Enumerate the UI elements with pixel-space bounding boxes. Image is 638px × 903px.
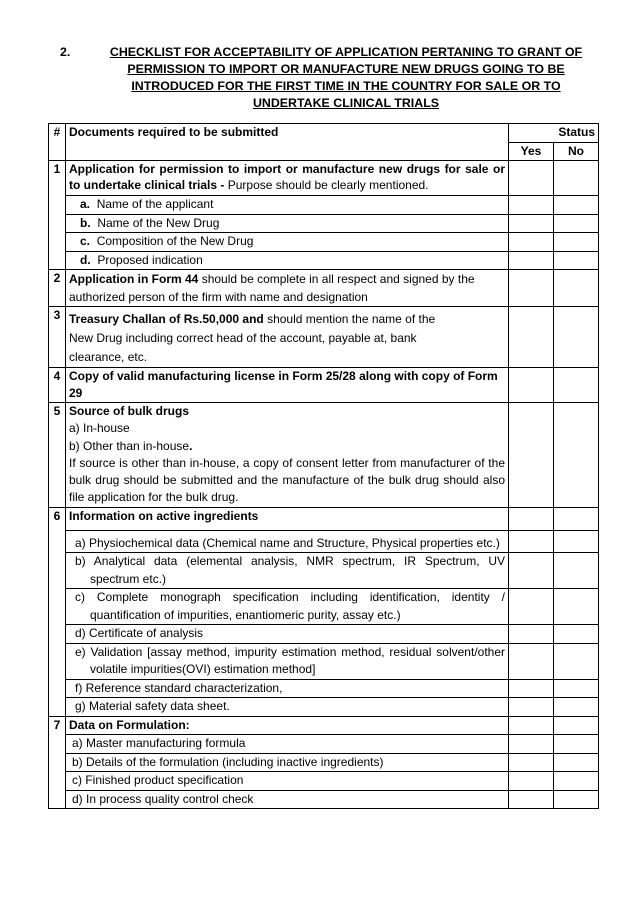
row-number: 1 bbox=[49, 161, 66, 270]
no-checkbox[interactable] bbox=[554, 368, 599, 403]
no-checkbox[interactable] bbox=[554, 403, 599, 508]
row-item-b: b) Other than in-house bbox=[69, 438, 190, 453]
sub-text: Name of the applicant bbox=[96, 197, 214, 211]
no-checkbox[interactable] bbox=[554, 589, 599, 625]
table-row bbox=[49, 790, 599, 809]
col-status-header: Status bbox=[509, 124, 599, 143]
section-number: 2. bbox=[60, 45, 71, 59]
yes-checkbox[interactable] bbox=[509, 307, 554, 368]
yes-checkbox[interactable] bbox=[509, 403, 554, 508]
no-checkbox[interactable] bbox=[554, 161, 599, 196]
sub-item bbox=[66, 233, 509, 252]
sub-item bbox=[66, 196, 509, 215]
col-no-header: No bbox=[554, 142, 599, 161]
row-number: 3 bbox=[49, 307, 66, 368]
yes-checkbox[interactable] bbox=[509, 530, 554, 553]
sub-letter: a. bbox=[80, 197, 91, 211]
table-row bbox=[49, 553, 599, 589]
no-checkbox[interactable] bbox=[554, 307, 599, 368]
sub-item bbox=[66, 251, 509, 270]
row-item-a: a) In-house bbox=[69, 421, 130, 436]
yes-checkbox[interactable] bbox=[509, 790, 554, 809]
checklist-table bbox=[48, 123, 599, 809]
yes-checkbox[interactable] bbox=[509, 553, 554, 589]
yes-checkbox[interactable] bbox=[509, 589, 554, 625]
table-row bbox=[49, 735, 599, 754]
yes-checkbox[interactable] bbox=[509, 643, 554, 679]
sub-item: c) Complete monograph specification including identification, identity / quantification of impurities, enantiomeric purity, assay etc.) bbox=[66, 589, 509, 625]
no-checkbox[interactable] bbox=[554, 233, 599, 252]
row-rest-text: should be complete in all respect and signed by the authorized person of the firm with name and designation bbox=[69, 272, 475, 304]
row-bold-text: Application in Form 44 bbox=[69, 272, 199, 286]
table-row bbox=[49, 625, 599, 644]
no-checkbox[interactable] bbox=[554, 772, 599, 791]
sub-item: b) Analytical data (elemental analysis, NMR spectrum, IR Spectrum, UV spectrum etc.) bbox=[66, 553, 509, 589]
row-rest-text: should mention the name of the bbox=[263, 312, 436, 326]
no-checkbox[interactable] bbox=[554, 270, 599, 307]
no-checkbox[interactable] bbox=[554, 735, 599, 754]
table-row bbox=[49, 698, 599, 717]
table-row bbox=[49, 403, 599, 508]
row-number: 6 bbox=[49, 507, 66, 716]
row-number: 5 bbox=[49, 403, 66, 508]
sub-item: d) Certificate of analysis bbox=[66, 625, 509, 644]
row-number: 7 bbox=[49, 716, 66, 809]
heading-title bbox=[92, 44, 600, 112]
row-title: Source of bulk drugs bbox=[69, 404, 190, 418]
no-checkbox[interactable] bbox=[554, 553, 599, 589]
row-text bbox=[66, 161, 509, 196]
row-title: Information on active ingredients bbox=[66, 507, 509, 530]
row-bold-text: Application for permission to import or manufacture new drugs for sale or to undertake clinical trials - bbox=[69, 162, 505, 192]
yes-checkbox[interactable] bbox=[509, 251, 554, 270]
yes-checkbox[interactable] bbox=[509, 368, 554, 403]
table-row bbox=[49, 589, 599, 625]
yes-checkbox[interactable] bbox=[509, 233, 554, 252]
row-body: If source is other than in-house, a copy of consent letter from manufacturer of the bulk drug should be submitted and the manufacture of the bulk drug should also file application for the bulk drug. bbox=[69, 455, 505, 505]
row-text-line-3: clearance, etc. bbox=[69, 350, 148, 364]
yes-checkbox[interactable] bbox=[509, 161, 554, 196]
table-row bbox=[49, 679, 599, 698]
sub-item: f) Reference standard characterization, bbox=[66, 679, 509, 698]
table-row bbox=[49, 214, 599, 233]
sub-letter: c. bbox=[80, 234, 91, 248]
row-text: Copy of valid manufacturing license in Form 25/28 along with copy of Form 29 bbox=[66, 368, 509, 403]
row-text-line-2: New Drug including correct head of the account, payable at, bank bbox=[69, 331, 417, 345]
row-text bbox=[66, 270, 509, 307]
no-checkbox[interactable] bbox=[554, 214, 599, 233]
no-checkbox[interactable] bbox=[554, 625, 599, 644]
row-number: 2 bbox=[49, 270, 66, 307]
heading-line-4: UNDERTAKE CLINICAL TRIALS bbox=[252, 96, 440, 110]
yes-checkbox[interactable] bbox=[509, 270, 554, 307]
row-text bbox=[66, 403, 509, 508]
heading-line-1: CHECKLIST FOR ACCEPTABILITY OF APPLICATION PERTANING TO GRANT OF bbox=[109, 45, 583, 59]
no-checkbox[interactable] bbox=[554, 507, 599, 530]
table-header-row bbox=[49, 124, 599, 143]
table-row bbox=[49, 772, 599, 791]
table-row bbox=[49, 753, 599, 772]
no-checkbox[interactable] bbox=[554, 716, 599, 735]
sub-letter: d. bbox=[80, 252, 91, 267]
sub-item: g) Material safety data sheet. bbox=[66, 698, 509, 717]
sub-item: d) In process quality control check bbox=[66, 790, 509, 809]
no-checkbox[interactable] bbox=[554, 753, 599, 772]
sub-item: a) Master manufacturing formula bbox=[66, 735, 509, 754]
sub-text: Name of the New Drug bbox=[97, 215, 220, 230]
table-row bbox=[49, 196, 599, 215]
col-documents-header: Documents required to be submitted bbox=[66, 124, 509, 161]
no-checkbox[interactable] bbox=[554, 251, 599, 270]
sub-letter: b. bbox=[80, 215, 91, 230]
table-row bbox=[49, 530, 599, 553]
yes-checkbox[interactable] bbox=[509, 507, 554, 530]
table-row bbox=[49, 161, 599, 196]
sub-item: c) Finished product specification bbox=[66, 772, 509, 791]
sub-item bbox=[66, 214, 509, 233]
checklist-heading bbox=[60, 44, 600, 112]
yes-checkbox[interactable] bbox=[509, 716, 554, 735]
table-row bbox=[49, 716, 599, 735]
yes-checkbox[interactable] bbox=[509, 698, 554, 717]
heading-line-2: PERMISSION TO IMPORT OR MANUFACTURE NEW DRUGS GOING TO BE bbox=[127, 62, 565, 76]
no-checkbox[interactable] bbox=[554, 530, 599, 553]
table-row bbox=[49, 643, 599, 679]
yes-checkbox[interactable] bbox=[509, 679, 554, 698]
sub-text: Composition of the New Drug bbox=[96, 234, 254, 248]
row-item-b-dot: . bbox=[189, 438, 193, 453]
yes-checkbox[interactable] bbox=[509, 772, 554, 791]
no-checkbox[interactable] bbox=[554, 643, 599, 679]
sub-item: e) Validation [assay method, impurity estimation method, residual solvent/other volatile impurities(OVI) estimation method] bbox=[66, 643, 509, 679]
table-row bbox=[49, 270, 599, 307]
sub-text: Proposed indication bbox=[97, 252, 203, 267]
row-rest-text: Purpose should be clearly mentioned. bbox=[224, 178, 429, 192]
yes-checkbox[interactable] bbox=[509, 753, 554, 772]
col-number-header: # bbox=[49, 124, 66, 161]
no-checkbox[interactable] bbox=[554, 196, 599, 215]
no-checkbox[interactable] bbox=[554, 698, 599, 717]
col-yes-header: Yes bbox=[509, 142, 554, 161]
sub-item: a) Physiochemical data (Chemical name and Structure, Physical properties etc.) bbox=[66, 530, 509, 553]
table-row bbox=[49, 251, 599, 270]
no-checkbox[interactable] bbox=[554, 790, 599, 809]
row-number: 4 bbox=[49, 368, 66, 403]
heading-line-3: INTRODUCED FOR THE FIRST TIME IN THE COUNTRY FOR SALE OR TO bbox=[131, 79, 561, 93]
table-row bbox=[49, 507, 599, 530]
sub-item: b) Details of the formulation (including inactive ingredients) bbox=[66, 753, 509, 772]
yes-checkbox[interactable] bbox=[509, 214, 554, 233]
table-row bbox=[49, 307, 599, 368]
row-text bbox=[66, 307, 509, 368]
yes-checkbox[interactable] bbox=[509, 735, 554, 754]
table-row bbox=[49, 233, 599, 252]
row-title: Data on Formulation: bbox=[66, 716, 509, 735]
yes-checkbox[interactable] bbox=[509, 625, 554, 644]
no-checkbox[interactable] bbox=[554, 679, 599, 698]
row-bold-text: Treasury Challan of Rs.50,000 and bbox=[69, 312, 264, 326]
yes-checkbox[interactable] bbox=[509, 196, 554, 215]
table-row bbox=[49, 368, 599, 403]
